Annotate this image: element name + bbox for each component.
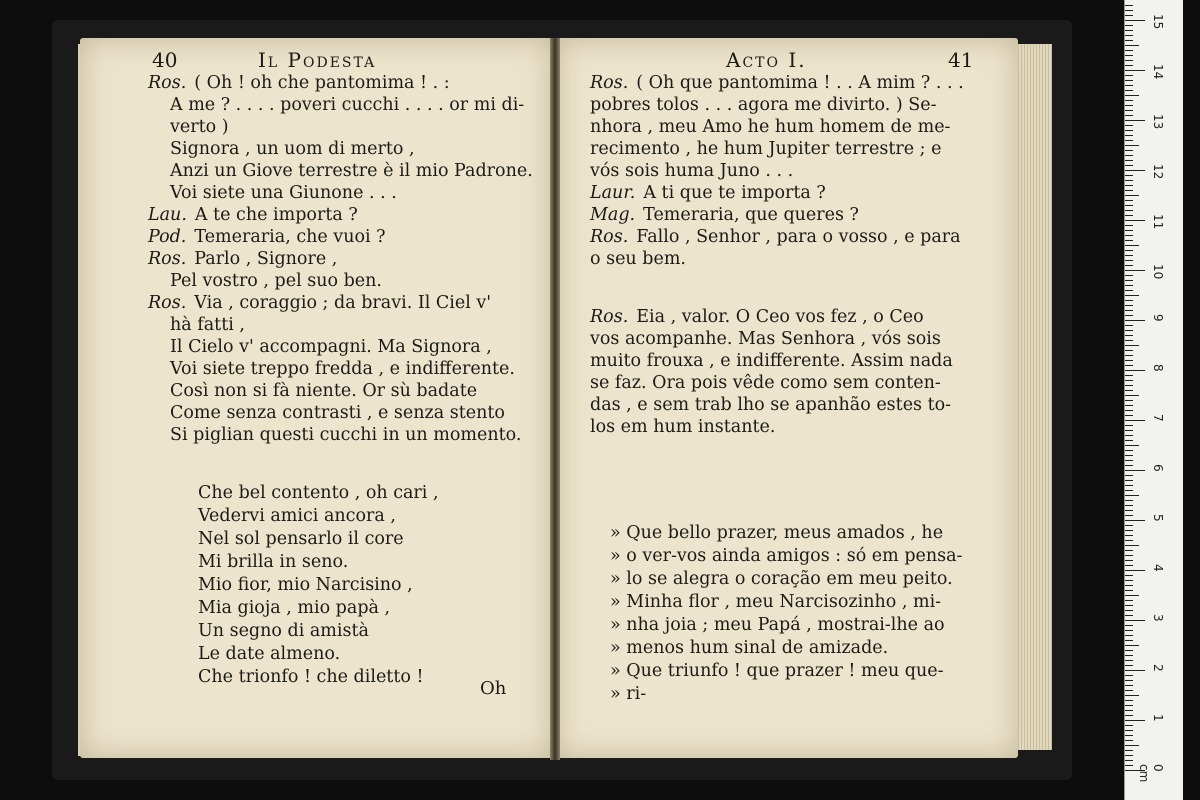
text-line xyxy=(148,94,548,116)
ruler-tick xyxy=(1125,95,1139,96)
right-page xyxy=(556,38,1018,758)
line-text: nhora , meu Amo he hum homem de me- xyxy=(590,117,951,137)
ruler-tick xyxy=(1125,320,1145,321)
ruler-label: 8 xyxy=(1151,364,1165,372)
ruler-tick xyxy=(1125,255,1133,256)
ruler-tick xyxy=(1125,445,1139,446)
line-text: pobres tolos . . . agora me divirto. ) Se- xyxy=(590,95,937,115)
speaker-label: Ros. xyxy=(590,307,629,327)
ruler-tick xyxy=(1125,520,1145,521)
ruler-tick xyxy=(1125,430,1133,431)
ruler-tick xyxy=(1125,365,1133,366)
line-text: Temeraria, che vuoi ? xyxy=(194,227,386,247)
line-text: Si piglian questi cucchi in un momento. xyxy=(170,425,522,445)
ruler-tick xyxy=(1125,480,1133,481)
ruler-tick xyxy=(1125,190,1133,191)
ruler-tick xyxy=(1125,350,1133,351)
ruler-label: 2 xyxy=(1151,664,1165,672)
ruler-tick xyxy=(1125,70,1145,71)
ruler-tick xyxy=(1125,515,1133,516)
ruler-label: 15 xyxy=(1151,14,1165,30)
line-text: A ti que te importa ? xyxy=(643,183,826,203)
ruler-label: 3 xyxy=(1151,614,1165,622)
ruler-tick xyxy=(1125,260,1133,261)
ruler-tick xyxy=(1125,735,1133,736)
ruler-tick xyxy=(1125,340,1133,341)
line-text: Via , coraggio ; da bravi. Il Ciel v' xyxy=(194,293,492,313)
right-running-head: Acto I. xyxy=(726,48,807,72)
ruler-tick xyxy=(1125,400,1133,401)
speaker-label: Ros. xyxy=(148,73,187,93)
aria-line: » ri- xyxy=(610,684,647,704)
ruler-tick xyxy=(1125,215,1133,216)
ruler-label: 14 xyxy=(1151,64,1165,80)
ruler-label: 13 xyxy=(1151,114,1165,130)
ruler-tick xyxy=(1125,130,1133,131)
ruler-tick xyxy=(1125,280,1133,281)
line-text: se faz. Ora pois vêde como sem conten- xyxy=(590,373,941,393)
ruler-tick xyxy=(1125,265,1133,266)
ruler-tick xyxy=(1125,305,1133,306)
ruler-tick xyxy=(1125,15,1133,16)
text-line xyxy=(148,226,548,248)
ruler-tick xyxy=(1125,290,1133,291)
ruler-tick xyxy=(1125,390,1133,391)
ruler-tick xyxy=(1125,490,1133,491)
ruler-tick xyxy=(1125,715,1133,716)
ruler-tick xyxy=(1125,125,1133,126)
ruler-tick xyxy=(1125,710,1133,711)
ruler-tick xyxy=(1125,165,1133,166)
text-line xyxy=(148,138,548,160)
ruler-tick xyxy=(1125,185,1133,186)
line-text: Come senza contrasti , e senza stento xyxy=(170,403,505,423)
left-page xyxy=(80,38,552,758)
ruler-tick xyxy=(1125,10,1133,11)
ruler-tick xyxy=(1125,450,1133,451)
ruler-tick xyxy=(1125,330,1133,331)
speaker-label: Ros. xyxy=(148,293,187,313)
ruler-tick xyxy=(1125,175,1133,176)
ruler-tick xyxy=(1125,240,1133,241)
line-text: vos acompanhe. Mas Senhora , vós sois xyxy=(590,329,941,349)
ruler-tick xyxy=(1125,440,1133,441)
line-text: Pel vostro , pel suo ben. xyxy=(170,271,382,291)
ruler-tick xyxy=(1125,250,1133,251)
ruler-tick xyxy=(1125,700,1133,701)
ruler-tick xyxy=(1125,465,1133,466)
ruler-tick xyxy=(1125,105,1133,106)
text-line xyxy=(590,350,990,372)
ruler-tick xyxy=(1125,475,1133,476)
ruler-tick xyxy=(1125,695,1139,696)
aria-line: Nel sol pensarlo il core xyxy=(198,529,404,549)
ruler-tick xyxy=(1125,5,1133,6)
speaker-label: Pod. xyxy=(148,227,187,247)
ruler-tick xyxy=(1125,565,1133,566)
speaker-label: Ros. xyxy=(148,249,187,269)
ruler-tick xyxy=(1125,385,1133,386)
ruler-tick xyxy=(1125,35,1133,36)
right-dialogue-2 xyxy=(590,306,990,438)
ruler-tick xyxy=(1125,620,1145,621)
aria-line: Mia gioja , mio papà , xyxy=(198,598,391,618)
ruler-tick xyxy=(1125,360,1133,361)
ruler-tick xyxy=(1125,730,1133,731)
ruler-tick xyxy=(1125,760,1133,761)
left-page-number: 40 xyxy=(152,48,178,72)
speaker-label: Ros. xyxy=(590,73,629,93)
text-line xyxy=(590,306,990,328)
text-line xyxy=(590,394,990,416)
ruler-tick xyxy=(1125,600,1133,601)
left-aria xyxy=(198,482,518,689)
ruler-tick xyxy=(1125,605,1133,606)
aria-line: Un segno di amistà xyxy=(198,621,369,641)
aria-line: » o ver-vos ainda amigos : só em pensa- xyxy=(610,546,963,566)
line-text: das , e sem trab lho se apanhão estes to- xyxy=(590,395,952,415)
aria-line: Le date almeno. xyxy=(198,644,341,664)
ruler-tick xyxy=(1125,50,1133,51)
aria-line: Che bel contento , oh cari , xyxy=(198,483,439,503)
ruler-tick xyxy=(1125,335,1133,336)
ruler-tick xyxy=(1125,160,1133,161)
line-text: o seu bem. xyxy=(590,249,686,269)
ruler-tick xyxy=(1125,210,1133,211)
ruler-tick xyxy=(1125,325,1133,326)
text-line xyxy=(590,204,990,226)
ruler-tick xyxy=(1125,100,1133,101)
ruler-tick xyxy=(1125,25,1133,26)
ruler-tick xyxy=(1125,590,1133,591)
ruler-tick xyxy=(1125,115,1133,116)
ruler-tick xyxy=(1125,495,1139,496)
ruler-tick xyxy=(1125,665,1133,666)
ruler-tick xyxy=(1125,690,1133,691)
line-text: Signora , un uom di merto , xyxy=(170,139,415,159)
text-line xyxy=(148,424,548,446)
text-line xyxy=(148,182,548,204)
ruler-tick xyxy=(1125,625,1133,626)
ruler-tick xyxy=(1125,525,1133,526)
ruler-tick xyxy=(1125,580,1133,581)
ruler-tick xyxy=(1125,85,1133,86)
text-line xyxy=(590,328,990,350)
ruler-tick xyxy=(1125,680,1133,681)
ruler-tick xyxy=(1125,150,1133,151)
ruler-tick xyxy=(1125,460,1133,461)
left-catchword: Oh xyxy=(480,678,507,699)
ruler-tick xyxy=(1125,90,1133,91)
ruler-tick xyxy=(1125,650,1133,651)
text-line xyxy=(148,380,548,402)
ruler-tick xyxy=(1125,80,1133,81)
aria-line: » nha joia ; meu Papá , mostrai-lhe ao xyxy=(610,615,945,635)
line-text: Fallo , Senhor , para o vosso , e para xyxy=(636,227,961,247)
ruler-tick xyxy=(1125,275,1133,276)
ruler-tick xyxy=(1125,705,1133,706)
ruler-tick xyxy=(1125,670,1145,671)
ruler-tick xyxy=(1125,410,1133,411)
text-line xyxy=(590,416,990,438)
aria-line: » lo se alegra o coração em meu peito. xyxy=(610,569,953,589)
text-line xyxy=(590,182,990,204)
ruler-tick xyxy=(1125,545,1139,546)
ruler-tick xyxy=(1125,300,1133,301)
ruler-tick xyxy=(1125,120,1145,121)
ruler-tick xyxy=(1125,30,1133,31)
ruler-tick xyxy=(1125,685,1133,686)
ruler-tick xyxy=(1125,610,1133,611)
line-text: muito frouxa , e indifferente. Assim nada xyxy=(590,351,953,371)
ruler-label: 1 xyxy=(1151,714,1165,722)
ruler-label: 0 cm xyxy=(1137,764,1165,783)
ruler-tick xyxy=(1125,55,1133,56)
line-text: ( Oh ! oh che pantomima ! . : xyxy=(194,73,450,93)
aria-line: Che trionfo ! che diletto ! xyxy=(198,667,424,687)
text-line xyxy=(590,226,990,248)
aria-line: » Minha flor , meu Narcisozinho , mi- xyxy=(610,592,942,612)
text-line xyxy=(148,116,548,138)
text-line xyxy=(590,72,990,94)
ruler-tick xyxy=(1125,315,1133,316)
ruler-tick xyxy=(1125,485,1133,486)
ruler-tick xyxy=(1125,345,1139,346)
text-line xyxy=(148,204,548,226)
ruler-tick xyxy=(1125,245,1139,246)
aria-line: » Que bello prazer, meus amados , he xyxy=(610,523,944,543)
ruler-tick xyxy=(1125,405,1133,406)
text-line xyxy=(590,138,990,160)
ruler-tick xyxy=(1125,630,1133,631)
left-dialogue xyxy=(148,72,548,446)
ruler-tick xyxy=(1125,645,1139,646)
line-text: Temeraria, que queres ? xyxy=(643,205,859,225)
ruler-tick xyxy=(1125,535,1133,536)
ruler-tick xyxy=(1125,40,1133,41)
ruler-tick xyxy=(1125,720,1145,721)
ruler-tick xyxy=(1125,270,1145,271)
text-line xyxy=(590,248,990,270)
ruler-tick xyxy=(1125,635,1133,636)
line-text: Anzi un Giove terrestre è il mio Padrone. xyxy=(170,161,533,181)
speaker-label: Ros. xyxy=(590,227,629,247)
ruler-tick xyxy=(1125,425,1133,426)
ruler-tick xyxy=(1125,135,1133,136)
ruler-label: 6 xyxy=(1151,464,1165,472)
text-line xyxy=(148,72,548,94)
speaker-label: Laur. xyxy=(590,183,636,203)
text-line xyxy=(148,402,548,424)
ruler-tick xyxy=(1125,310,1133,311)
line-text: Così non si fà niente. Or sù badate xyxy=(170,381,478,401)
line-text: Voi siete treppo fredda , e indifferente. xyxy=(170,359,515,379)
ruler-tick xyxy=(1125,205,1133,206)
text-line xyxy=(590,94,990,116)
ruler-label: 12 xyxy=(1151,164,1165,180)
speaker-label: Lau. xyxy=(148,205,187,225)
aria-line: Vedervi amici ancora , xyxy=(198,506,396,526)
line-text: los em hum instante. xyxy=(590,417,776,437)
line-text: Eia , valor. O Ceo vos fez , o Ceo xyxy=(636,307,924,327)
measurement-ruler xyxy=(1124,0,1183,800)
ruler-tick xyxy=(1125,145,1139,146)
ruler-tick xyxy=(1125,235,1133,236)
ruler-tick xyxy=(1125,640,1133,641)
book-gutter xyxy=(550,38,560,760)
line-text: Il Cielo v' accompagni. Ma Signora , xyxy=(170,337,492,357)
text-line xyxy=(590,116,990,138)
ruler-tick xyxy=(1125,225,1133,226)
aria-line: » Que triunfo ! que prazer ! meu que- xyxy=(610,661,944,681)
text-line xyxy=(148,160,548,182)
ruler-tick xyxy=(1125,170,1145,171)
ruler-tick xyxy=(1125,500,1133,501)
left-running-head: Il Podesta xyxy=(258,48,377,72)
ruler-tick xyxy=(1125,140,1133,141)
ruler-tick xyxy=(1125,355,1133,356)
ruler-label: 5 xyxy=(1151,514,1165,522)
text-line xyxy=(148,270,548,292)
line-text: verto ) xyxy=(170,117,229,137)
ruler-tick xyxy=(1125,295,1139,296)
line-text: Parlo , Signore , xyxy=(194,249,338,269)
ruler-tick xyxy=(1125,755,1133,756)
right-aria xyxy=(610,522,1010,706)
ruler-label: 4 xyxy=(1151,564,1165,572)
ruler-tick xyxy=(1125,595,1139,596)
ruler-label: 7 xyxy=(1151,414,1165,422)
ruler-tick xyxy=(1125,655,1133,656)
ruler-tick xyxy=(1125,195,1139,196)
ruler-tick xyxy=(1125,60,1133,61)
aria-line: » menos hum sinal de amizade. xyxy=(610,638,889,658)
ruler-tick xyxy=(1125,395,1139,396)
ruler-tick xyxy=(1125,585,1133,586)
text-line xyxy=(590,372,990,394)
ruler-tick xyxy=(1125,560,1133,561)
ruler-tick xyxy=(1125,200,1133,201)
line-text: ( Oh que pantomima ! . . A mim ? . . . xyxy=(636,73,964,93)
text-line xyxy=(148,336,548,358)
speaker-label: Mag. xyxy=(590,205,636,225)
ruler-tick xyxy=(1125,420,1145,421)
ruler-tick xyxy=(1125,555,1133,556)
ruler-tick xyxy=(1125,220,1145,221)
ruler-tick xyxy=(1125,725,1133,726)
ruler-tick xyxy=(1125,745,1139,746)
line-text: A me ? . . . . poveri cucchi . . . . or mi di- xyxy=(170,95,525,115)
aria-line: Mio fior, mio Narcisino , xyxy=(198,575,413,595)
ruler-tick xyxy=(1125,455,1133,456)
text-line xyxy=(148,292,548,314)
ruler-tick xyxy=(1125,505,1133,506)
text-line xyxy=(148,248,548,270)
text-line xyxy=(148,314,548,336)
line-text: hà fatti , xyxy=(170,315,245,335)
ruler-tick xyxy=(1125,615,1133,616)
line-text: A te che importa ? xyxy=(194,205,358,225)
ruler-tick xyxy=(1125,660,1133,661)
ruler-tick xyxy=(1125,540,1133,541)
ruler-tick xyxy=(1125,180,1133,181)
ruler-tick xyxy=(1125,285,1133,286)
ruler-tick xyxy=(1125,435,1133,436)
ruler-tick xyxy=(1125,740,1133,741)
line-text: recimento , he hum Jupiter terrestre ; e xyxy=(590,139,942,159)
ruler-tick xyxy=(1125,155,1133,156)
ruler-tick xyxy=(1125,230,1133,231)
ruler-tick xyxy=(1125,750,1133,751)
text-line xyxy=(590,160,990,182)
ruler-tick xyxy=(1125,45,1139,46)
ruler-tick xyxy=(1125,765,1133,766)
ruler-tick xyxy=(1125,470,1145,471)
ruler-tick xyxy=(1125,370,1145,371)
ruler-tick xyxy=(1125,380,1133,381)
ruler-tick xyxy=(1125,110,1133,111)
line-text: vós sois huma Juno . . . xyxy=(590,161,794,181)
aria-line: Mi brilla in seno. xyxy=(198,552,349,572)
ruler-tick xyxy=(1125,510,1133,511)
ruler-tick xyxy=(1125,415,1133,416)
ruler-tick xyxy=(1125,65,1133,66)
right-dialogue-1 xyxy=(590,72,990,270)
ruler-tick xyxy=(1125,550,1133,551)
ruler-tick xyxy=(1125,375,1133,376)
ruler-label: 10 xyxy=(1151,264,1165,280)
ruler-label: 11 xyxy=(1151,214,1165,230)
ruler-tick xyxy=(1125,675,1133,676)
ruler-tick xyxy=(1125,20,1145,21)
ruler-tick xyxy=(1125,530,1133,531)
ruler-tick xyxy=(1125,575,1133,576)
ruler-tick xyxy=(1125,570,1145,571)
right-page-number: 41 xyxy=(948,48,974,72)
text-line xyxy=(148,358,548,380)
ruler-label: 9 xyxy=(1151,314,1165,322)
ruler-tick xyxy=(1125,75,1133,76)
line-text: Voi siete una Giunone . . . xyxy=(170,183,397,203)
